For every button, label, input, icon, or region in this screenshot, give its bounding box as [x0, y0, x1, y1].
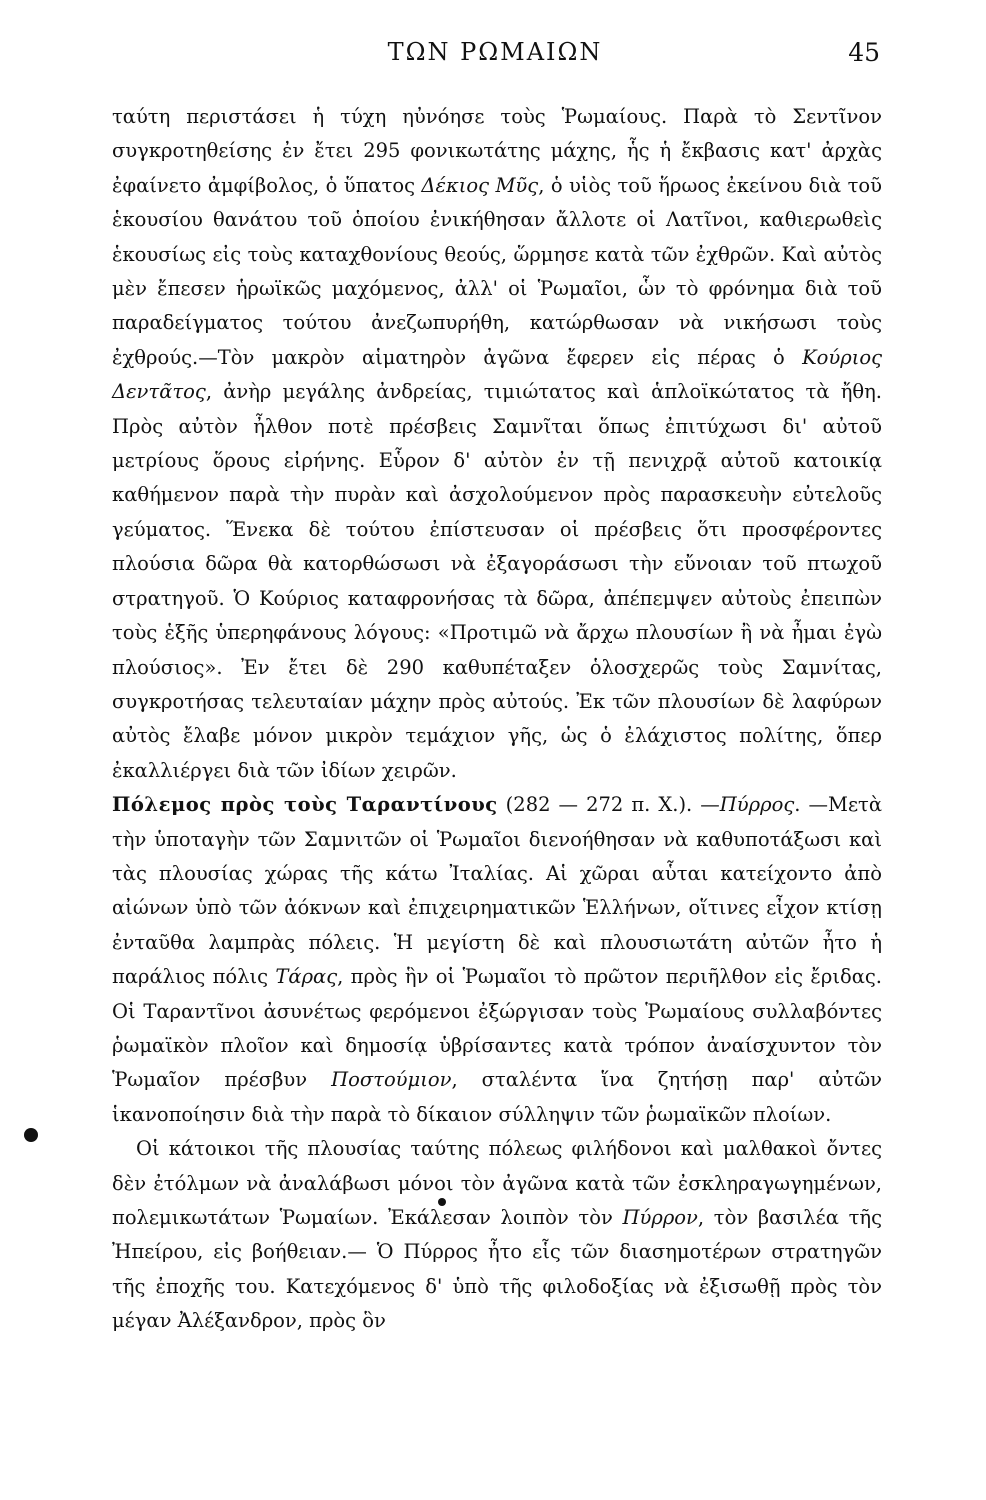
text-run: . —Μετὰ τὴν ὑποταγὴν τῶν Σαμνιτῶν οἱ Ῥωμαῖοι διενοήθησαν νὰ καθυποτάξωσι καὶ τὰς πλουσίας χώρας τῆς κάτω Ἰταλίας. Αἱ χῶραι αὗται κατείχοντο ἀπὸ αἰώνων ὑπὸ τῶν ἀόκνων καὶ ἐπιχειρηματικῶν Ἑλλήνων, οἵτινες εἶχον κτίσῃ ἐνταῦθα λαμπρὰς πόλεις. Ἡ μεγίστη δὲ καὶ πλουσιωτάτη αὐτῶν ἦτο ἡ παράλιος πόλις	[112, 793, 883, 989]
paragraph-3	[112, 1132, 882, 1338]
margin-bullet-mark	[24, 1128, 38, 1142]
text-run: , σταλέντα ἵνα ζητήσῃ παρ' αὐτῶν ἱκανοποίησιν διὰ τὴν παρὰ τὸ δίκαιον σύλληψιν τῶν ῥωμαϊκῶν πλοίων.	[112, 1068, 882, 1126]
paragraph-2	[112, 788, 882, 1132]
text-run: Οἱ κάτοικοι τῆς πλουσίας ταύτης πόλεως φιλήδονοι καὶ μαλθακοὶ ὄντες δὲν ἐτόλμων νὰ ἀναλάβωσι μόνοι τὸν ἀγῶνα κατὰ τῶν ἐσκληραγωγημένων, πολεμικωτάτων Ῥωμαίων. Ἐκάλεσαν λοιπὸν τὸν	[112, 1137, 882, 1229]
text-run: (282 — 272 π. Χ.). —	[497, 793, 720, 817]
paragraph-1	[112, 100, 882, 788]
italic-name: Δέκιος Μῦς	[421, 173, 539, 197]
body-text	[112, 100, 882, 1339]
italic-name: Ποστούμιον	[331, 1068, 452, 1092]
italic-name: Πύρρος	[719, 793, 795, 817]
section-heading: Πόλεμος πρὸς τοὺς Ταραντίνους	[112, 793, 498, 817]
text-run: , τὸν βασιλέα τῆς Ἠπείρου, εἰς βοήθειαν.— Ὁ Πύρρος ἦτο εἷς τῶν διασημοτέρων στρατηγῶν τῆς ἐποχῆς του. Κατεχόμενος δ' ὑπὸ τῆς φιλοδοξίας νὰ ἐξισωθῇ πρὸς τὸν μέγαν Ἀλέξανδρον, πρὸς ὃν	[112, 1206, 882, 1333]
text-run: ταύτη περιστάσει ἡ τύχη ηὐνόησε τοὺς Ῥωμαίους. Παρὰ τὸ Σεντῖνον συγκροτηθείσης ἐν ἔτει 295 φονικωτάτης μάχης, ἧς ἡ ἔκβασις κατ' ἀρχὰς ἐφαίνετο ἀμφίβολος, ὁ ὕπατος	[112, 105, 882, 197]
text-run: , ἀνὴρ μεγάλης ἀνδρείας, τιμιώτατος καὶ ἁπλοϊκώτατος τὰ ἤθη. Πρὸς αὐτὸν ἦλθον ποτὲ πρέσβεις Σαμνῖται ὅπως ἐπιτύχωσι δι' αὐτοῦ μετρίους ὅρους εἰρήνης. Εὗρον δ' αὐτὸν ἐν τῇ πενιχρᾷ αὐτοῦ κατοικίᾳ καθήμενον παρὰ τὴν πυρὰν καὶ ἀσχολούμενον πρὸς παρασκευὴν εὐτελοῦς γεύματος. Ἕνεκα δὲ τούτου ἐπίστευσαν οἱ πρέσβεις ὅτι προσφέροντες πλούσια δῶρα θὰ κατορθώσωσι νὰ ἐξαγοράσωσι τὴν εὔνοιαν τοῦ πτωχοῦ στρατηγοῦ. Ὁ Κούριος καταφρονήσας τὰ δῶρα, ἀπέπεμψεν αὐτοὺς ἐπειπὼν τοὺς ἑξῆς ὑπερηφάνους λόγους: «Προτιμῶ νὰ ἄρχω πλουσίων ἢ νὰ ἦμαι ἐγὼ πλούσιος». Ἐν ἔτει δὲ 290 καθυπέταξεν ὁλοσχερῶς τοὺς Σαμνίτας, συγκροτήσας τελευταίαν μάχην πρὸς αὐτούς. Ἐκ τῶν πλουσίων δὲ λαφύρων αὐτὸς ἔλαβε μόνον μικρὸν τεμάχιον γῆς, ὡς ὁ ἐλάχιστος πολίτης, ὅπερ ἐκαλλιέργει διὰ τῶν ἰδίων χειρῶν.	[112, 380, 882, 782]
running-head	[110, 34, 880, 74]
ink-dot-mark	[438, 1198, 446, 1206]
italic-name: Κούριος Δεντᾶτος	[112, 345, 882, 404]
page-number: 45	[848, 38, 880, 67]
running-title: ΤΩΝ ΡΩΜΑΙΩΝ	[387, 38, 603, 66]
italic-name: Πύρρον	[622, 1206, 698, 1229]
italic-name: Τάρας	[275, 965, 338, 989]
text-run: , ὁ υἱὸς τοῦ ἥρωος ἐκείνου διὰ τοῦ ἑκουσίου θανάτου τοῦ ὁποίου ἐνικήθησαν ἄλλοτε οἱ Λατῖνοι, καθιερωθεὶς ἑκουσίως εἰς τοὺς καταχθονίους θεούς, ὥρμησε κατὰ τῶν ἐχθρῶν. Καὶ αὐτὸς μὲν ἔπεσεν ἡρωϊκῶς μαχόμενος, ἀλλ' οἱ Ῥωμαῖοι, ὧν τὸ φρόνημα διὰ τοῦ παραδείγματος τούτου ἀνεζωπυρήθη, κατώρθωσαν νὰ νικήσωσι τοὺς ἐχθρούς.—Τὸν μακρὸν αἱματηρὸν ἀγῶνα ἔφερεν εἰς πέρας ὁ	[112, 173, 882, 369]
text-run: , πρὸς ἣν οἱ Ῥωμαῖοι τὸ πρῶτον περιῆλθον εἰς ἔριδας. Οἱ Ταραντῖνοι ἀσυνέτως φερόμενοι ἐξώργισαν τοὺς Ῥωμαίους συλλαβόντες ῥωμαϊκὸν πλοῖον καὶ δημοσίᾳ ὑβρίσαντες κατὰ τρόπον ἀναίσχυντον τὸν Ῥωμαῖον πρέσβυν	[112, 965, 882, 1092]
